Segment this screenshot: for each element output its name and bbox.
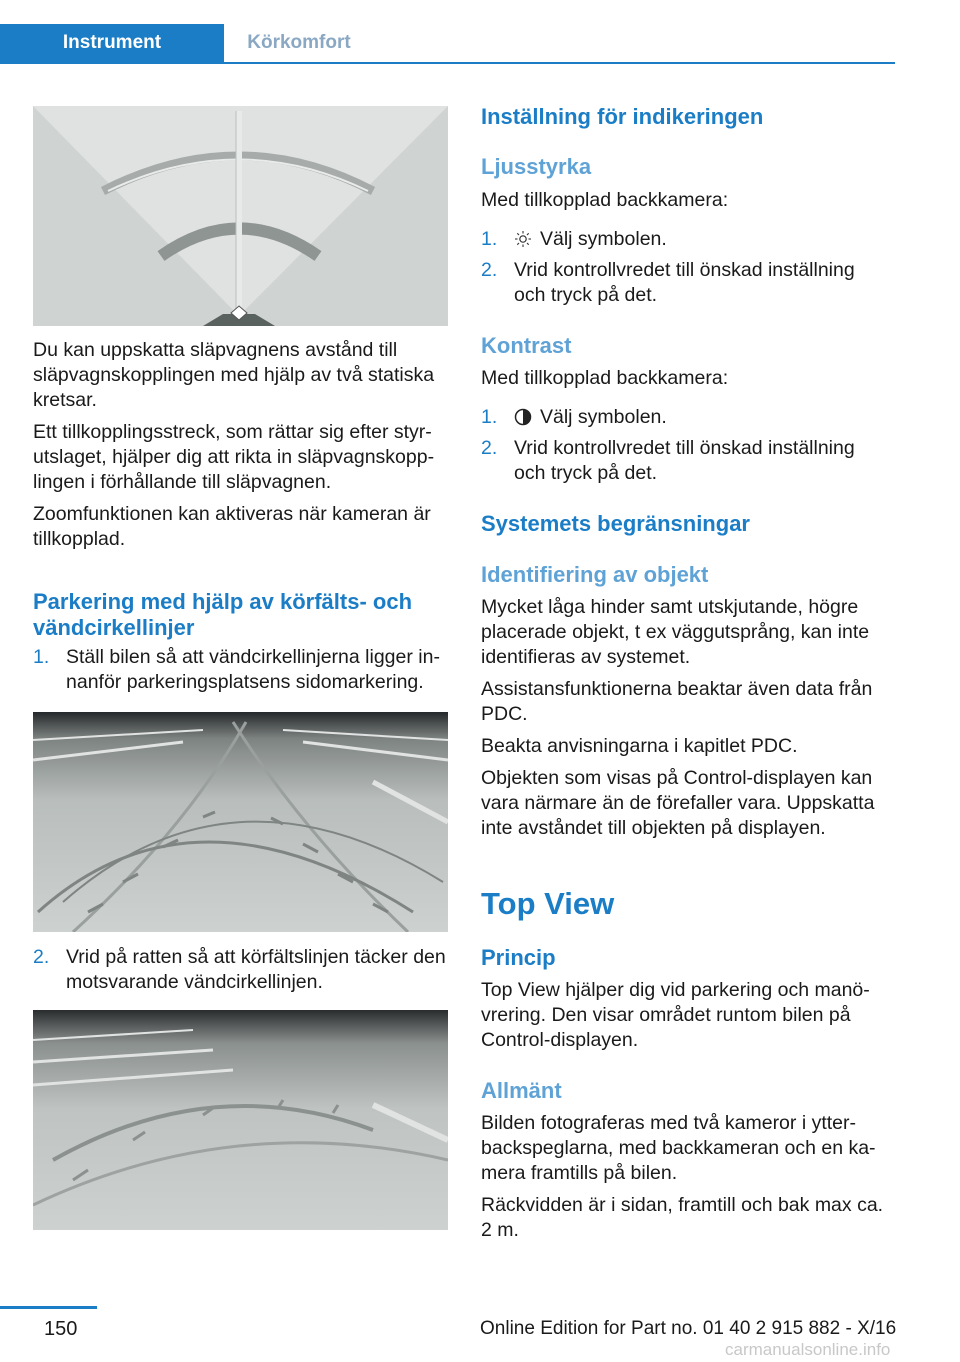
paragraph-contrast-intro: Med tillkopplad backkamera: [481,367,729,389]
list-text-wrap [514,227,886,252]
list-item [33,645,448,695]
lane-lines-camera-image [33,712,448,932]
sun-icon [514,230,532,248]
list-text-wrap [514,405,886,430]
paragraph-static-circles: Du kan uppskatta släpvagnens avstånd till släpvagnskopplingen med hjälp av två statiska kretsar. [33,339,435,411]
list-item [481,258,886,308]
watermark: carmanualsonline.info [725,1340,891,1359]
list-text: Vrid kontrollvredet till önskad inställning och tryck på det. [514,437,855,484]
steering-lines-camera-image [33,1010,448,1230]
paragraph-cameras: Bilden fotograferas med två kameror i ytter-backspeglarna, med backkameran och en ka-mera framtills på bilen. [481,1112,876,1184]
list-number: 1. [481,228,498,250]
list-number: 2. [481,259,498,281]
paragraph-hitch-line: Ett tillkopplingsstreck, som rättar sig efter styr-utslaget, hjälper dig att rikta in släpvagnskopp-lingen i förhållande till släpvagnen. [33,421,435,493]
trailer-hitch-camera-image [33,106,448,326]
list-item [481,405,886,430]
list-text: Vrid kontrollvredet till önskad inställning och tryck på det. [514,259,855,306]
footer-accent-line [0,1306,97,1309]
paragraph-zoom: Zoomfunktionen kan aktiveras när kameran är tillkopplad. [33,503,431,550]
list-text: Ställ bilen så att vändcirkellinjerna ligger in-nanför parkeringsplatsens sidomarkering. [66,646,440,693]
heading-general: Allmänt [481,1078,562,1103]
list-number: 2. [481,437,498,459]
paragraph-pdc-data: Assistansfunktionerna beaktar även data från PDC. [481,678,873,725]
paragraph-brightness-intro: Med tillkopplad backkamera: [481,189,729,211]
list-text: Välj symbolen. [540,228,667,250]
paragraph-principle: Top View hjälper dig vid parkering och manö-vrering. Den visar området runtom bilen på Control-displayen. [481,979,870,1051]
contrast-icon [514,408,532,426]
paragraph-range: Räckvidden är i sidan, framtill och bak max ca. 2 m. [481,1194,884,1241]
list-text: Vrid på ratten så att körfältslinjen täcker den motsvarande vändcirkellinjen. [66,946,446,993]
tab-korkomfort[interactable]: Körkomfort [247,32,351,53]
edition-text: Online Edition for Part no. 01 40 2 915 882 - X/16 [480,1318,897,1339]
list-number: 2. [33,946,50,968]
list-number: 1. [33,646,50,668]
list-item [481,227,886,252]
paragraph-distance-warning: Objekten som visas på Control-displayen kan vara närmare än de förefaller vara. Uppskatta inte avståndet till objekten på displayen. [481,767,875,839]
heading-object-identification: Identifiering av objekt [481,562,709,587]
heading-display-settings: Inställning för indikeringen [481,104,764,129]
heading-system-limits: Systemets begränsningar [481,511,750,536]
page-number: 150 [44,1318,78,1340]
list-item [33,945,448,995]
heading-contrast: Kontrast [481,333,572,358]
list-text: Välj symbolen. [540,406,667,428]
chapter-tabs [0,24,895,64]
heading-brightness: Ljusstyrka [481,154,592,179]
heading-top-view: Top View [481,886,615,921]
paragraph-low-obstacles: Mycket låga hinder samt utskjutande, högre placerade objekt, t ex väggutsprång, kan inte identifieras av systemet. [481,596,870,668]
heading-parking-lines: Parkering med hjälp av körfälts- och vändcirkellinjer [33,589,413,640]
paragraph-pdc-notes: Beakta anvisningarna i kapitlet PDC. [481,735,798,757]
tab-instrument[interactable]: Instrument [0,24,224,62]
heading-principle: Princip [481,945,556,970]
list-number: 1. [481,406,498,428]
list-item [481,436,886,486]
